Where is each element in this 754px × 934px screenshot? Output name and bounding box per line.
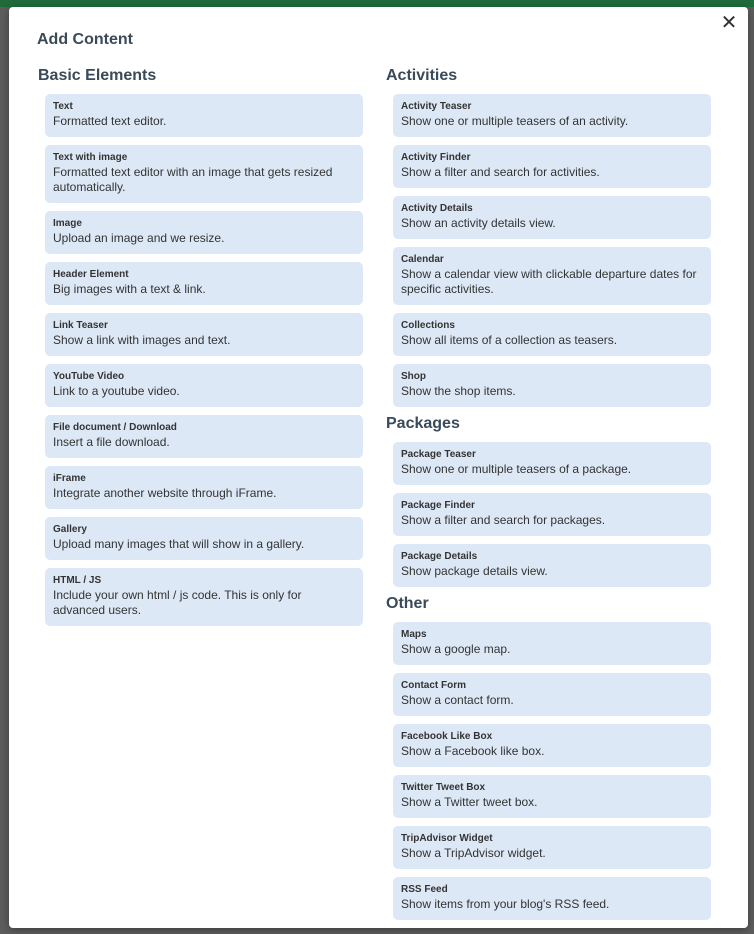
content-option-title: Shop	[401, 371, 426, 382]
content-option-description: Formatted text editor.	[53, 114, 167, 128]
content-option-package-finder[interactable]	[393, 493, 711, 536]
right-column	[386, 67, 711, 928]
content-option-title: Package Details	[401, 551, 478, 562]
content-option-description: Formatted text editor with an image that gets resized automatically.	[53, 165, 333, 194]
content-option-package-teaser[interactable]	[393, 442, 711, 485]
content-option-title: RSS Feed	[401, 884, 448, 895]
content-option-html-js[interactable]	[45, 568, 363, 626]
content-option-calendar[interactable]	[393, 247, 711, 305]
section-title: Packages	[386, 415, 460, 432]
content-option-activity-details[interactable]	[393, 196, 711, 239]
content-option-iframe[interactable]	[45, 466, 363, 509]
content-option-description: Big images with a text & link.	[53, 282, 206, 296]
content-option-rss-feed[interactable]	[393, 877, 711, 920]
add-content-modal	[9, 7, 748, 928]
content-option-title: Twitter Tweet Box	[401, 782, 486, 793]
content-option-title: Header Element	[53, 269, 129, 280]
content-option-title: Collections	[401, 320, 455, 331]
content-option-description: Show one or multiple teasers of a package.	[401, 462, 632, 476]
section-other	[386, 595, 711, 920]
section-title: Basic Elements	[38, 67, 157, 84]
close-icon[interactable]: ✕	[720, 12, 738, 34]
content-option-title: Link Teaser	[53, 320, 108, 331]
content-option-maps[interactable]	[393, 622, 711, 665]
section-basic-elements	[38, 67, 363, 626]
app-topbar	[0, 0, 754, 7]
content-option-title: Package Teaser	[401, 449, 476, 460]
content-option-description: Show a Facebook like box.	[401, 744, 545, 758]
content-option-description: Link to a youtube video.	[53, 384, 180, 398]
content-option-title: Activity Details	[401, 203, 473, 214]
content-option-title: TripAdvisor Widget	[401, 833, 493, 844]
content-option-title: YouTube Video	[53, 371, 125, 382]
content-option-text-with-image[interactable]	[45, 145, 363, 203]
content-option-activity-finder[interactable]	[393, 145, 711, 188]
content-option-title: iFrame	[53, 473, 86, 484]
content-option-tripadvisor-widget[interactable]	[393, 826, 711, 869]
content-option-title: Activity Finder	[401, 152, 471, 163]
content-option-file-document-download[interactable]	[45, 415, 363, 458]
content-option-youtube-video[interactable]	[45, 364, 363, 407]
content-option-title: Facebook Like Box	[401, 731, 493, 742]
content-option-description: Insert a file download.	[53, 435, 170, 449]
content-option-gallery[interactable]	[45, 517, 363, 560]
content-option-description: Show a link with images and text.	[53, 333, 231, 347]
content-option-text[interactable]	[45, 94, 363, 137]
content-option-twitter-tweet-box[interactable]	[393, 775, 711, 818]
content-option-description: Show a Twitter tweet box.	[401, 795, 538, 809]
content-option-description: Show items from your blog's RSS feed.	[401, 897, 610, 911]
content-option-description: Upload an image and we resize.	[53, 231, 225, 245]
content-option-title: Text with image	[53, 152, 128, 163]
content-option-title: Text	[53, 101, 73, 112]
content-option-description: Show all items of a collection as teasers.	[401, 333, 618, 347]
content-option-activity-teaser[interactable]	[393, 94, 711, 137]
content-option-description: Show a google map.	[401, 642, 511, 656]
content-option-description: Show a TripAdvisor widget.	[401, 846, 546, 860]
content-option-image[interactable]	[45, 211, 363, 254]
content-option-title: Image	[53, 218, 82, 229]
content-option-shop[interactable]	[393, 364, 711, 407]
content-option-title: HTML / JS	[53, 575, 102, 586]
section-packages	[386, 415, 711, 587]
content-option-description: Show an activity details view.	[401, 216, 556, 230]
content-option-description: Integrate another website through iFrame.	[53, 486, 277, 500]
section-activities	[386, 67, 711, 407]
content-option-title: Calendar	[401, 254, 444, 265]
content-option-description: Show a calendar view with clickable departure dates for specific activities.	[401, 267, 697, 296]
content-option-contact-form[interactable]	[393, 673, 711, 716]
left-column	[38, 67, 363, 634]
content-option-title: File document / Download	[53, 422, 177, 433]
content-option-title: Gallery	[53, 524, 87, 535]
content-option-description: Show the shop items.	[401, 384, 516, 398]
content-option-description: Show a filter and search for packages.	[401, 513, 606, 527]
content-option-description: Show one or multiple teasers of an activity.	[401, 114, 629, 128]
content-option-package-details[interactable]	[393, 544, 711, 587]
content-option-description: Upload many images that will show in a gallery.	[53, 537, 305, 551]
content-option-description: Show a contact form.	[401, 693, 514, 707]
content-option-description: Show package details view.	[401, 564, 548, 578]
content-option-facebook-like-box[interactable]	[393, 724, 711, 767]
section-title: Activities	[386, 67, 458, 84]
content-option-description: Include your own html / js code. This is only for advanced users.	[53, 588, 302, 617]
content-option-header-element[interactable]	[45, 262, 363, 305]
content-option-title: Contact Form	[401, 680, 466, 691]
content-option-title: Activity Teaser	[401, 101, 472, 112]
content-option-link-teaser[interactable]	[45, 313, 363, 356]
content-option-title: Package Finder	[401, 500, 475, 511]
content-option-description: Show a filter and search for activities.	[401, 165, 600, 179]
section-title: Other	[386, 595, 429, 612]
content-option-title: Maps	[401, 629, 427, 640]
modal-title: Add Content	[37, 31, 133, 48]
content-option-collections[interactable]	[393, 313, 711, 356]
